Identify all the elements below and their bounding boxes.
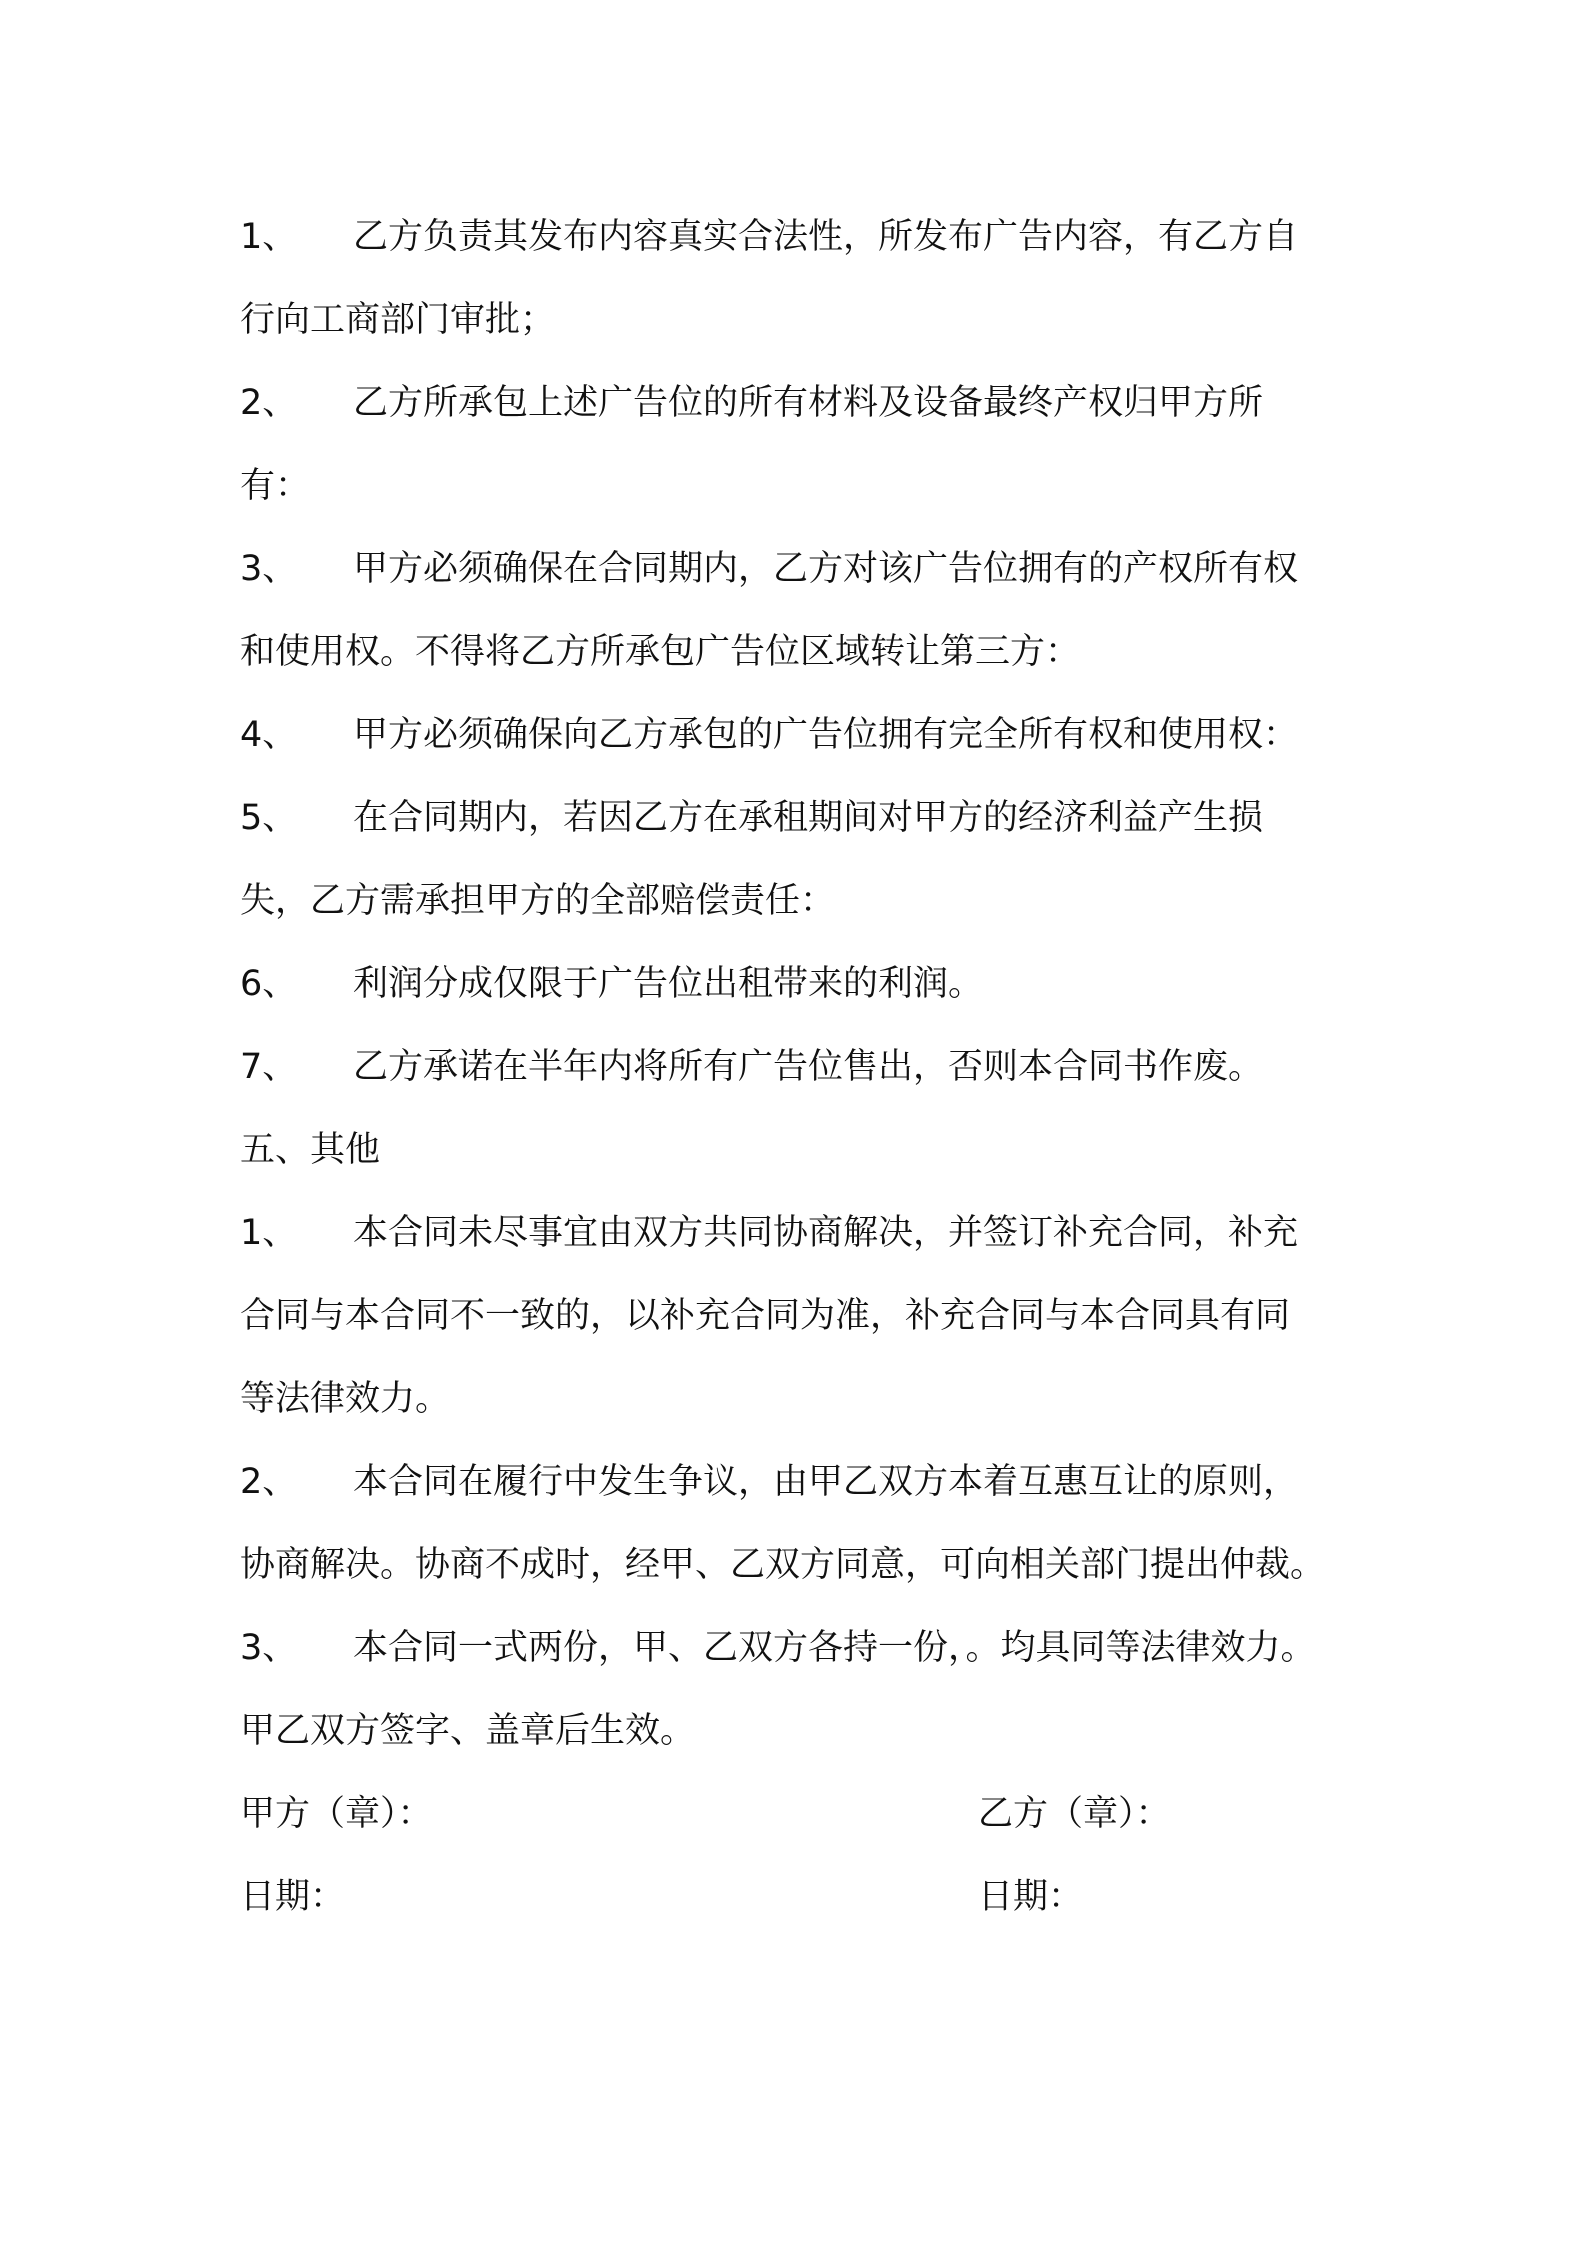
clause-number: 2、 xyxy=(240,1462,298,1502)
clause-text: 本合同未尽事宜由双方共同协商解决，并签订补充合同，补充 xyxy=(353,1213,1299,1253)
clause-a1-continuation: 行向工商部门审批； xyxy=(240,300,556,340)
clause-number: 3、 xyxy=(240,1628,298,1668)
clause-number: 2、 xyxy=(240,383,298,423)
clause-a6 xyxy=(240,943,1360,1026)
clause-number: 7、 xyxy=(240,1047,298,1087)
clause-b2-continuation: 协商解决。协商不成时，经甲、乙双方同意，可向相关部门提出仲裁。 xyxy=(240,1545,1326,1585)
clause-text: 甲方必须确保向乙方承包的广告位拥有完全所有权和使用权： xyxy=(353,715,1299,755)
clause-a2-continuation: 有： xyxy=(240,466,311,506)
clause-a5 xyxy=(240,777,1360,860)
clause-number: 1、 xyxy=(240,217,298,257)
clause-text: 利润分成仅限于广告位出租带来的利润。 xyxy=(353,964,984,1004)
clause-text: 本合同在履行中发生争议，由甲乙双方本着互惠互让的原则， xyxy=(353,1462,1299,1502)
clause-text: 乙方负责其发布内容真实合法性，所发布广告内容，有乙方自 xyxy=(353,217,1299,257)
clause-b1 xyxy=(240,1192,1360,1275)
clause-a4 xyxy=(240,694,1360,777)
clause-a1 xyxy=(240,196,1360,279)
party-a-seal-label: 甲方（章）： xyxy=(240,1794,433,1834)
clause-a5-continuation: 失，乙方需承担甲方的全部赔偿责任： xyxy=(240,881,836,921)
clause-a7 xyxy=(240,1026,1360,1109)
clause-b3-continuation: 甲乙双方签字、盖章后生效。 xyxy=(240,1711,696,1751)
party-b-seal-label: 乙方（章）： xyxy=(978,1794,1171,1834)
signature-date-row xyxy=(240,1856,1360,1939)
clause-b3 xyxy=(240,1607,1360,1690)
clause-number: 5、 xyxy=(240,798,298,838)
clause-a3-continuation: 和使用权。不得将乙方所承包广告位区域转让第三方： xyxy=(240,632,1081,672)
clause-number: 3、 xyxy=(240,549,298,589)
clause-text: 甲方必须确保在合同期内，乙方对该广告位拥有的产权所有权 xyxy=(353,549,1299,589)
clause-a2 xyxy=(240,362,1360,445)
party-a-date-label: 日期： xyxy=(240,1877,346,1917)
clause-text: 乙方承诺在半年内将所有广告位售出，否则本合同书作废。 xyxy=(353,1047,1264,1087)
clause-b1-continuation: 等法律效力。 xyxy=(240,1379,451,1419)
clause-b1-continuation: 合同与本合同不一致的，以补充合同为准，补充合同与本合同具有同 xyxy=(240,1296,1291,1336)
clause-number: 1、 xyxy=(240,1213,298,1253)
party-b-date-label: 日期： xyxy=(978,1877,1084,1917)
clause-a3 xyxy=(240,528,1360,611)
clause-number: 6、 xyxy=(240,964,298,1004)
contract-body xyxy=(240,196,1360,1939)
clause-text: 本合同一式两份，甲、乙双方各持一份，。均具同等法律效力。 xyxy=(353,1628,1316,1668)
clause-number: 4、 xyxy=(240,715,298,755)
clause-text: 在合同期内，若因乙方在承租期间对甲方的经济利益产生损 xyxy=(353,798,1264,838)
clause-text: 乙方所承包上述广告位的所有材料及设备最终产权归甲方所 xyxy=(353,383,1264,423)
clause-b2 xyxy=(240,1441,1360,1524)
signature-seal-row xyxy=(240,1773,1360,1856)
section-heading-other: 五、其他 xyxy=(240,1130,381,1170)
